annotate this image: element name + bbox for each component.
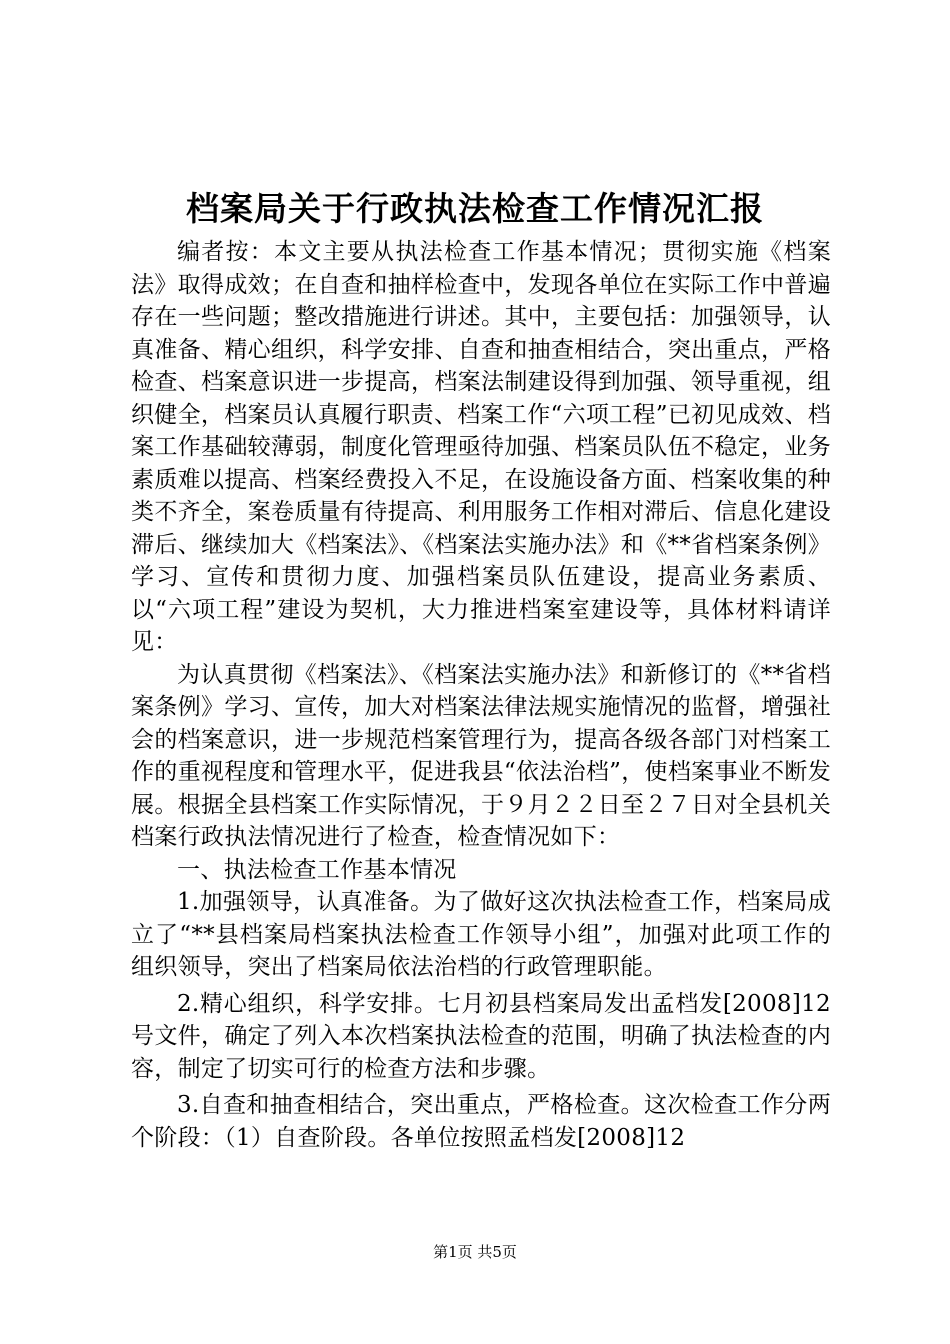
editor-note-paragraph: 编者按：本文主要从执法检查工作基本情况；贯彻实施《档案法》取得成效；在自查和抽样检查中，发现各单位在实际工作中普遍存在一些问题；整改措施进行讲述。其中，主要包括：加强领导，认真准备、精心组织，科学安排、自查和抽查相结合，突出重点，严格检查、档案意识进一步提高，档案法制建设得到加强、领导重视，组织健全，档案员认真履行职责、档案工作“六项工程”已初见成效、档案工作基础较薄弱，制度化管理亟待加强、档案员队伍不稳定，业务素质难以提高、档案经费投入不足，在设施设备方面、档案收集的种类不齐全，案卷质量有待提高、利用服务工作相对滞后、信息化建设滞后、继续加大《档案法》、《档案法实施办法》和《**省档案条例》学习、宣传和贯彻力度、加强档案员队伍建设，提高业务素质、以“六项工程”建设为契机，大力推进档案室建设等，具体材料请详见： — [131, 239, 831, 655]
page-number: 第1页 — [433, 1243, 473, 1261]
document-body — [131, 236, 831, 1154]
page-footer — [0, 1242, 950, 1262]
page-total: 共5页 — [477, 1243, 517, 1261]
intro-paragraph: 为认真贯彻《档案法》、《档案法实施办法》和新修订的《**省档案条例》学习、宣传，加大对档案法律法规实施情况的监督，增强社会的档案意识，进一步规范档案管理行为，提高各级各部门对档案工作的重视程度和管理水平，促进我县“依法治档”，使档案事业不断发展。根据全县档案工作实际情况，于９月２２日至２７日对全县机关档案行政执法情况进行了检查，检查情况如下： — [131, 661, 831, 850]
document-title: 档案局关于行政执法检查工作情况汇报 — [186, 189, 764, 228]
item-paragraph: 3.自查和抽查相结合，突出重点，严格检查。这次检查工作分两个阶段：（1）自查阶段。各单位按照孟档发[2008]12 — [131, 1092, 831, 1151]
item-paragraph: 2.精心组织，科学安排。七月初县档案局发出孟档发[2008]12号文件，确定了列入本次档案执法检查的范围，明确了执法检查的内容，制定了切实可行的检查方法和步骤。 — [131, 990, 831, 1082]
section-heading: 一、执法检查工作基本情况 — [177, 856, 457, 883]
item-paragraph: 1.加强领导，认真准备。为了做好这次执法检查工作，档案局成立了“**县档案局档案执法检查工作领导小组”，加强对此项工作的组织领导，突出了档案局依法治档的行政管理职能。 — [131, 889, 831, 980]
